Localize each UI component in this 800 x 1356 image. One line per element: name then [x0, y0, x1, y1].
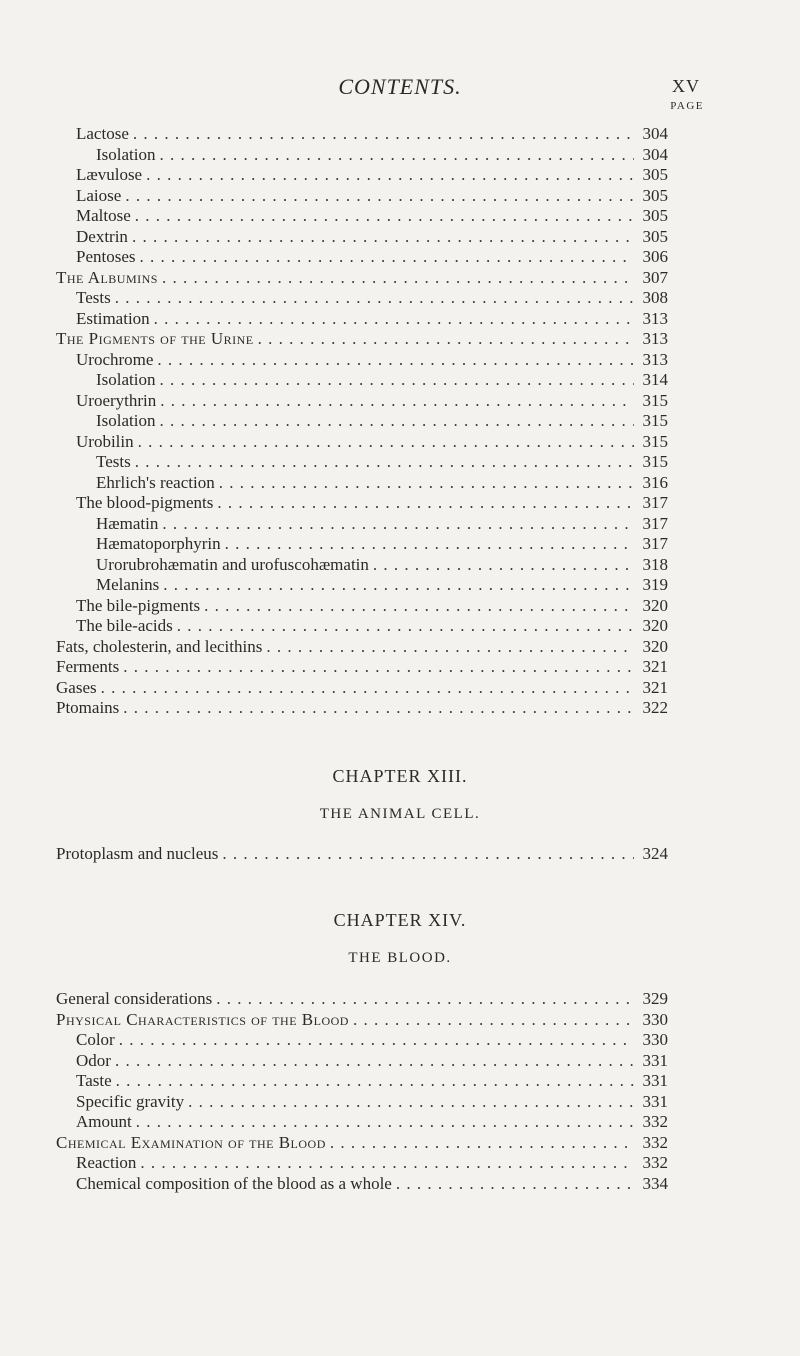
toc-entry-title: The Pigments of the Urine: [56, 329, 254, 348]
toc-entry-title: Dextrin: [76, 226, 128, 246]
toc-entry-title: Isolation: [96, 370, 156, 389]
toc-entry: [76, 616, 668, 636]
toc-entry: [76, 288, 668, 308]
toc-entry-page: 317: [642, 534, 668, 553]
toc-entry: [76, 206, 668, 226]
toc-entry-page: 330: [642, 1009, 668, 1029]
running-title: CONTENTS.: [338, 74, 462, 99]
toc-entry-page: 306: [642, 247, 668, 266]
toc-entry: [96, 411, 668, 431]
toc-entry: [96, 534, 668, 554]
dot-leader: [353, 1010, 634, 1030]
toc-entry-title: Maltose: [76, 206, 131, 225]
toc-entry-page: 320: [642, 636, 668, 656]
page-column-label: PAGE: [670, 100, 704, 112]
toc-entry-page: 305: [642, 206, 668, 225]
toc-entry: [96, 575, 668, 595]
toc-entry-title: Urochrome: [76, 349, 154, 369]
dot-leader: [204, 596, 634, 616]
toc-entry: [56, 637, 668, 657]
toc-entry-title: Physical Characteristics of the Blood: [56, 1009, 349, 1029]
toc-entry: [76, 1112, 668, 1132]
toc-entry-page: 332: [642, 1153, 668, 1172]
toc-entry-page: 329: [642, 989, 668, 1008]
page-folio: XV: [672, 76, 700, 96]
toc-entry-title: Hæmatin: [96, 513, 159, 533]
dot-leader: [162, 514, 634, 534]
toc-entry-title: The bile-acids: [76, 616, 173, 635]
dot-leader: [115, 288, 634, 308]
toc-entry-page: 331: [642, 1091, 668, 1111]
toc-entry-page: 321: [642, 677, 668, 697]
dot-leader: [136, 1112, 634, 1132]
toc-entry: [76, 596, 668, 616]
toc-entry-title: Isolation: [96, 144, 156, 164]
dot-leader: [396, 1174, 634, 1194]
toc-entry-page: 324: [642, 844, 668, 863]
toc-entry-title: Isolation: [96, 411, 156, 430]
toc-entry-title: Chemical Examination of the Blood: [56, 1132, 326, 1152]
toc-entry-title: Uroerythrin: [76, 390, 157, 410]
toc-entry-title: Amount: [76, 1112, 132, 1131]
toc-entry-title: Urorubrohæmatin and urofuscohæmatin: [96, 554, 369, 574]
dot-leader: [119, 1030, 634, 1050]
toc-entry: [76, 309, 668, 329]
toc-entry-title: The Albumins: [56, 267, 158, 287]
toc-entry-page: 317: [642, 513, 668, 533]
dot-leader: [373, 555, 634, 575]
toc-entry: [76, 1092, 668, 1112]
toc-entry: [56, 844, 668, 864]
toc-entry-title: Tests: [96, 452, 131, 471]
dot-leader: [135, 206, 634, 226]
dot-leader: [157, 350, 634, 370]
toc-entry-page: 315: [642, 390, 668, 410]
toc-entry-page: 319: [642, 575, 668, 594]
toc-entry-title: Hæmatoporphyrin: [96, 534, 221, 553]
toc-entry-page: 321: [642, 657, 668, 676]
chapter-14-heading: CHAPTER XIV.: [333, 910, 467, 930]
dot-leader: [123, 698, 634, 718]
toc-entry-title: The blood-pigments: [76, 493, 214, 512]
toc-entry: [76, 1153, 668, 1173]
toc-entry-page: 334: [642, 1173, 668, 1193]
toc-entry: [56, 698, 668, 718]
toc-entry-page: 314: [642, 370, 668, 389]
toc-entry-title: Chemical composition of the blood as a whole: [76, 1173, 392, 1193]
toc-entry: [56, 329, 668, 349]
dot-leader: [135, 452, 634, 472]
dot-leader: [125, 186, 634, 206]
toc-entry-title: Taste: [76, 1071, 112, 1090]
dot-leader: [160, 145, 635, 165]
toc-entry-page: 322: [642, 698, 668, 717]
toc-entry-title: Laiose: [76, 185, 122, 205]
toc-entry-page: 305: [642, 185, 668, 205]
chapter-13-heading: CHAPTER XIII.: [332, 766, 468, 786]
toc-entry-title: Pentoses: [76, 247, 136, 266]
dot-leader: [160, 391, 634, 411]
dot-leader: [140, 1153, 634, 1173]
toc-entry-title: Odor: [76, 1050, 111, 1070]
toc-entry-page: 313: [642, 329, 668, 348]
toc-entry-title: Urobilin: [76, 431, 134, 451]
dot-leader: [163, 575, 634, 595]
toc-entry-title: Protoplasm and nucleus: [56, 844, 219, 863]
toc-entry-page: 318: [642, 554, 668, 574]
toc-entry-title: Ehrlich's reaction: [96, 472, 215, 492]
toc-entry: [76, 247, 668, 267]
dot-leader: [101, 678, 634, 698]
toc-entry: [76, 1174, 668, 1194]
toc-entry-page: 315: [642, 452, 668, 471]
toc-entry-title: Melanins: [96, 575, 160, 594]
toc-entry: [76, 432, 668, 452]
toc-entry: [76, 493, 668, 513]
toc-entry-page: 313: [642, 308, 668, 328]
toc-entry-title: Estimation: [76, 308, 150, 328]
toc-entry: [56, 989, 668, 1009]
dot-leader: [188, 1092, 634, 1112]
toc-entry: [96, 452, 668, 472]
dot-leader: [177, 616, 634, 636]
toc-entry-page: 315: [642, 411, 668, 430]
toc-entry-page: 331: [642, 1050, 668, 1070]
toc-entry: [96, 514, 668, 534]
dot-leader: [266, 637, 634, 657]
toc-entry: [56, 268, 668, 288]
dot-leader: [116, 1071, 634, 1091]
dot-leader: [138, 432, 634, 452]
toc-entry-title: Lævulose: [76, 165, 143, 184]
dot-leader: [146, 165, 634, 185]
toc-entry: [76, 165, 668, 185]
toc-entry: [76, 350, 668, 370]
toc-entry-page: 330: [642, 1030, 668, 1049]
toc-entry-title: Tests: [76, 288, 111, 307]
chapter-14-subtitle: THE BLOOD.: [348, 950, 452, 966]
toc-entry: [96, 473, 668, 493]
toc-entry: [76, 186, 668, 206]
dot-leader: [216, 989, 634, 1009]
toc-entry-page: 316: [642, 472, 668, 492]
toc-entry-page: 308: [642, 288, 668, 307]
toc-entry-page: 332: [642, 1132, 668, 1152]
dot-leader: [330, 1133, 634, 1153]
toc-entry-page: 305: [642, 165, 668, 184]
toc-entry-page: 305: [642, 226, 668, 246]
toc-entry-page: 304: [642, 144, 668, 164]
chapter-13-subtitle: THE ANIMAL CELL.: [319, 806, 481, 822]
toc-entry: [56, 678, 668, 698]
toc-entry-title: Fats, cholesterin, and lecithins: [56, 636, 263, 656]
toc-entry: [76, 1030, 668, 1050]
toc-entry-title: Specific gravity: [76, 1091, 185, 1111]
toc-entry-page: 304: [642, 124, 668, 143]
toc-entry: [76, 124, 668, 144]
dot-leader: [222, 844, 634, 864]
toc-entry-title: The bile-pigments: [76, 595, 201, 615]
dot-leader: [160, 370, 635, 390]
toc-entry: [96, 145, 668, 165]
toc-entry-title: Lactose: [76, 124, 129, 143]
dot-leader: [162, 268, 634, 288]
toc-entry-title: Reaction: [76, 1153, 137, 1172]
toc-entry-title: General considerations: [56, 989, 213, 1008]
toc-entry: [56, 657, 668, 677]
toc-entry-title: Gases: [56, 677, 97, 697]
dot-leader: [115, 1051, 634, 1071]
toc-entry: [76, 227, 668, 247]
toc-entry-title: Ferments: [56, 657, 120, 676]
dot-leader: [219, 473, 634, 493]
toc-entry-page: 315: [642, 431, 668, 451]
dot-leader: [258, 329, 634, 349]
dot-leader: [123, 657, 634, 677]
toc-entry: [76, 391, 668, 411]
toc-entry: [76, 1071, 668, 1091]
toc-entry-page: 317: [642, 493, 668, 512]
toc-entry: [56, 1010, 668, 1030]
dot-leader: [160, 411, 635, 431]
toc-entry-page: 331: [642, 1071, 668, 1090]
dot-leader: [225, 534, 634, 554]
dot-leader: [140, 247, 635, 267]
toc-entry-page: 320: [642, 616, 668, 635]
toc-entry-page: 320: [642, 595, 668, 615]
dot-leader: [154, 309, 634, 329]
toc-entry: [96, 370, 668, 390]
toc-entry-title: Color: [76, 1030, 115, 1049]
toc-entry: [76, 1051, 668, 1071]
toc-entry-page: 332: [642, 1112, 668, 1131]
toc-entry: [96, 555, 668, 575]
toc-entry-page: 313: [642, 349, 668, 369]
dot-leader: [133, 124, 634, 144]
dot-leader: [217, 493, 634, 513]
toc-entry-page: 307: [642, 267, 668, 287]
dot-leader: [132, 227, 634, 247]
toc-entry: [56, 1133, 668, 1153]
toc-entry-title: Ptomains: [56, 698, 120, 717]
